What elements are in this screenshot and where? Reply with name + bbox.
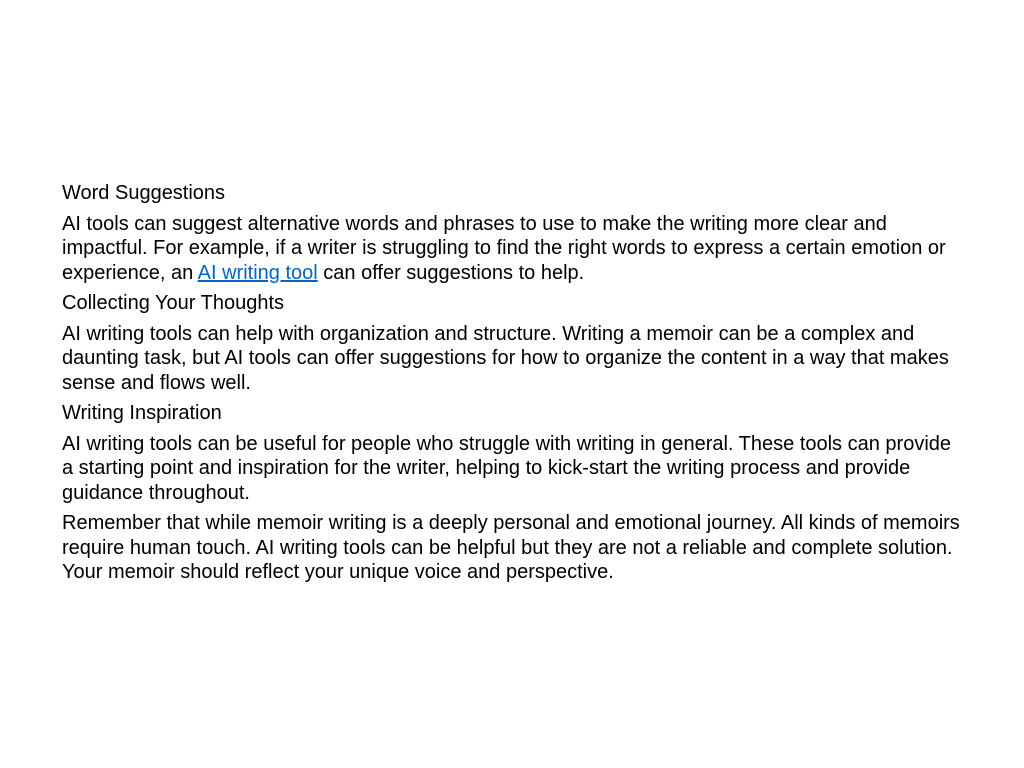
word-suggestions-text-after-link: can offer suggestions to help. [317, 261, 585, 284]
heading-writing-inspiration: Writing Inspiration [62, 402, 222, 424]
word-suggestions-paragraph [62, 212, 962, 286]
heading-word-suggestions: Word Suggestions [62, 182, 226, 204]
heading-collecting-thoughts: Collecting Your Thoughts [62, 292, 285, 314]
closing-paragraph: Remember that while memoir writing is a deeply personal and emotional journey. All kinds of memoirs require human touch. AI writing tools can be helpful but they are not a reliable and complete solution. Your memoir should reflect your unique voice and perspective. [62, 512, 960, 583]
slide-content [62, 181, 962, 591]
word-suggestions-text-before-link: AI tools can suggest alternative words and phrases to use to make the writing more clear and impactful. For example, if a writer is struggling to find the right words to express a certain emotion or experience, an [62, 212, 946, 284]
ai-writing-tool-link[interactable]: AI writing tool [197, 261, 318, 284]
writing-inspiration-paragraph: AI writing tools can be useful for people who struggle with writing in general. These tools can provide a starting point and inspiration for the writer, helping to kick-start the writing process and provide guidance throughout. [62, 432, 952, 504]
collecting-thoughts-paragraph: AI writing tools can help with organization and structure. Writing a memoir can be a complex and daunting task, but AI tools can offer suggestions for how to organize the content in a way that makes sense and flows well. [62, 322, 949, 394]
